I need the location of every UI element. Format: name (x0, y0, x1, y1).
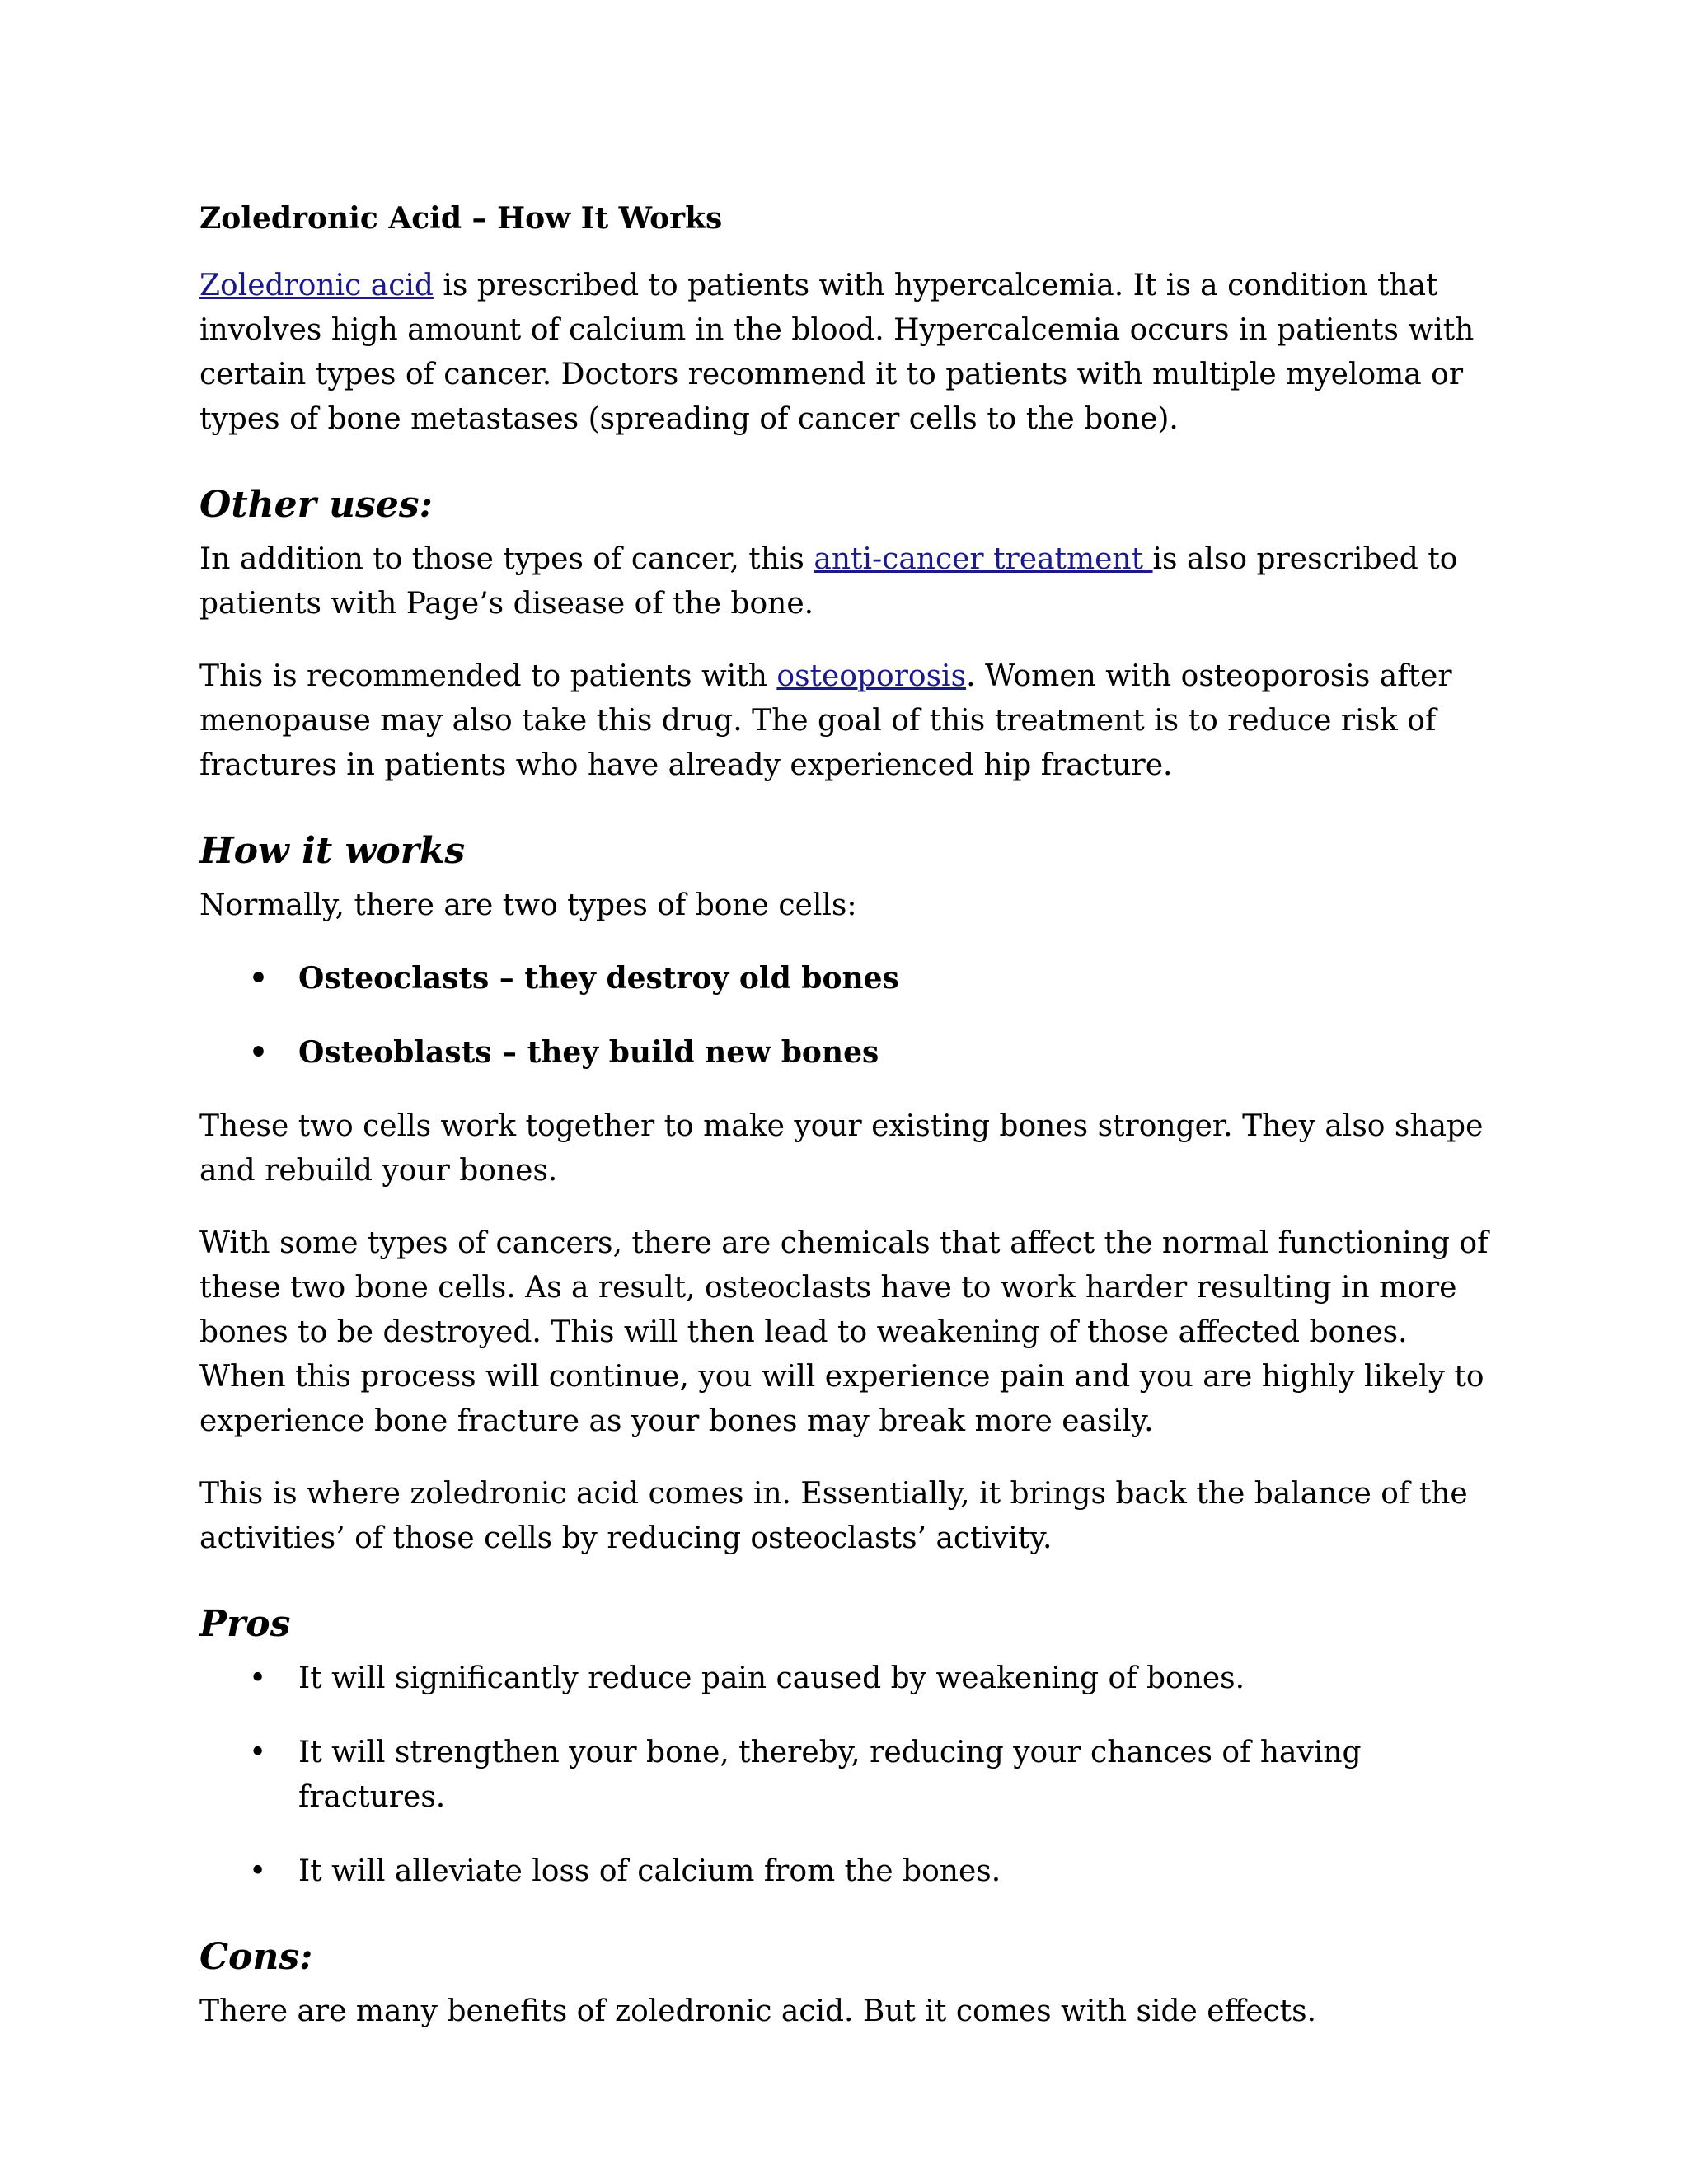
bullet-icon: • (249, 1035, 269, 1070)
how-it-works-paragraph-1: These two cells work together to make your existing bones stronger. They also shape and rebuild your bones. (199, 1109, 1484, 1188)
how-it-works-paragraph-3: This is where zoledronic acid comes in. Essentially, it brings back the balance of the activities’ of those cells by reducing osteoclasts’ activity. (199, 1477, 1468, 1555)
other-uses-p1-after: is also prescribed to patients with Page’s disease of the bone. (199, 542, 1458, 621)
bullet-icon: • (249, 1661, 267, 1695)
cons-paragraph: There are many benefits of zoledronic acid. But it comes with side effects. (199, 1994, 1316, 2028)
intro-text: is prescribed to patients with hypercalcemia. It is a condition that involves high amount of calcium in the blood. Hypercalcemia occurs in patients with certain types of cancer. Doctors recommend it to patients with multiple myeloma or types of bone metastases (spreading of cancer cells to the bone). (199, 269, 1475, 436)
how-it-works-heading: How it works (199, 830, 466, 872)
document-page (199, 196, 1502, 2062)
other-uses-heading: Other uses: (199, 484, 433, 526)
bullet-icon: • (249, 1736, 267, 1769)
list-item-text: Osteoblasts – they build new bones (298, 1035, 879, 1070)
bone-cells-list (199, 956, 1502, 1075)
document-title: Zoledronic Acid – How It Works (199, 201, 723, 236)
bullet-icon: • (249, 1854, 267, 1888)
how-it-works-intro: Normally, there are two types of bone cells: (199, 888, 857, 922)
zoledronic-acid-link[interactable]: Zoledronic acid (199, 269, 434, 302)
other-uses-paragraph-2 (199, 654, 1502, 788)
pros-heading: Pros (199, 1603, 291, 1645)
other-uses-p1-before: In addition to those types of cancer, this (199, 542, 814, 576)
list-item-text: It will strengthen your bone, thereby, reducing your chances of having fractures. (298, 1736, 1362, 1814)
cons-heading: Cons: (199, 1936, 313, 1978)
list-item-text: It will alleviate loss of calcium from the bones. (298, 1854, 1001, 1888)
pros-list (199, 1657, 1502, 1894)
how-it-works-paragraph-2: With some types of cancers, there are chemicals that affect the normal functioning of these two bone cells. As a result, osteoclasts have to work harder resulting in more bones to be destroyed. This will then lead to weakening of those affected bones. When this process will continue, you will experience pain and you are highly likely to experience bone fracture as your bones may break more easily. (199, 1226, 1489, 1438)
list-item-text: It will significantly reduce pain caused by weakening of bones. (298, 1661, 1245, 1695)
list-item (199, 1849, 1502, 1894)
osteoporosis-link[interactable]: osteoporosis (776, 659, 967, 693)
other-uses-paragraph-1 (199, 537, 1502, 626)
list-item-text: Osteoclasts – they destroy old bones (298, 961, 899, 996)
bullet-icon: • (249, 961, 269, 996)
other-uses-p2-before: This is recommended to patients with (199, 659, 777, 693)
list-item (199, 956, 1502, 1001)
other-uses-p2-after: . Women with osteoporosis after menopause may also take this drug. The goal of this treatment is to reduce risk of fractures in patients who have already experienced hip fracture. (199, 659, 1452, 782)
list-item (199, 1731, 1502, 1820)
list-item (199, 1657, 1502, 1701)
list-item (199, 1030, 1502, 1075)
intro-paragraph (199, 264, 1502, 442)
anti-cancer-treatment-link[interactable]: anti-cancer treatment (814, 542, 1153, 576)
